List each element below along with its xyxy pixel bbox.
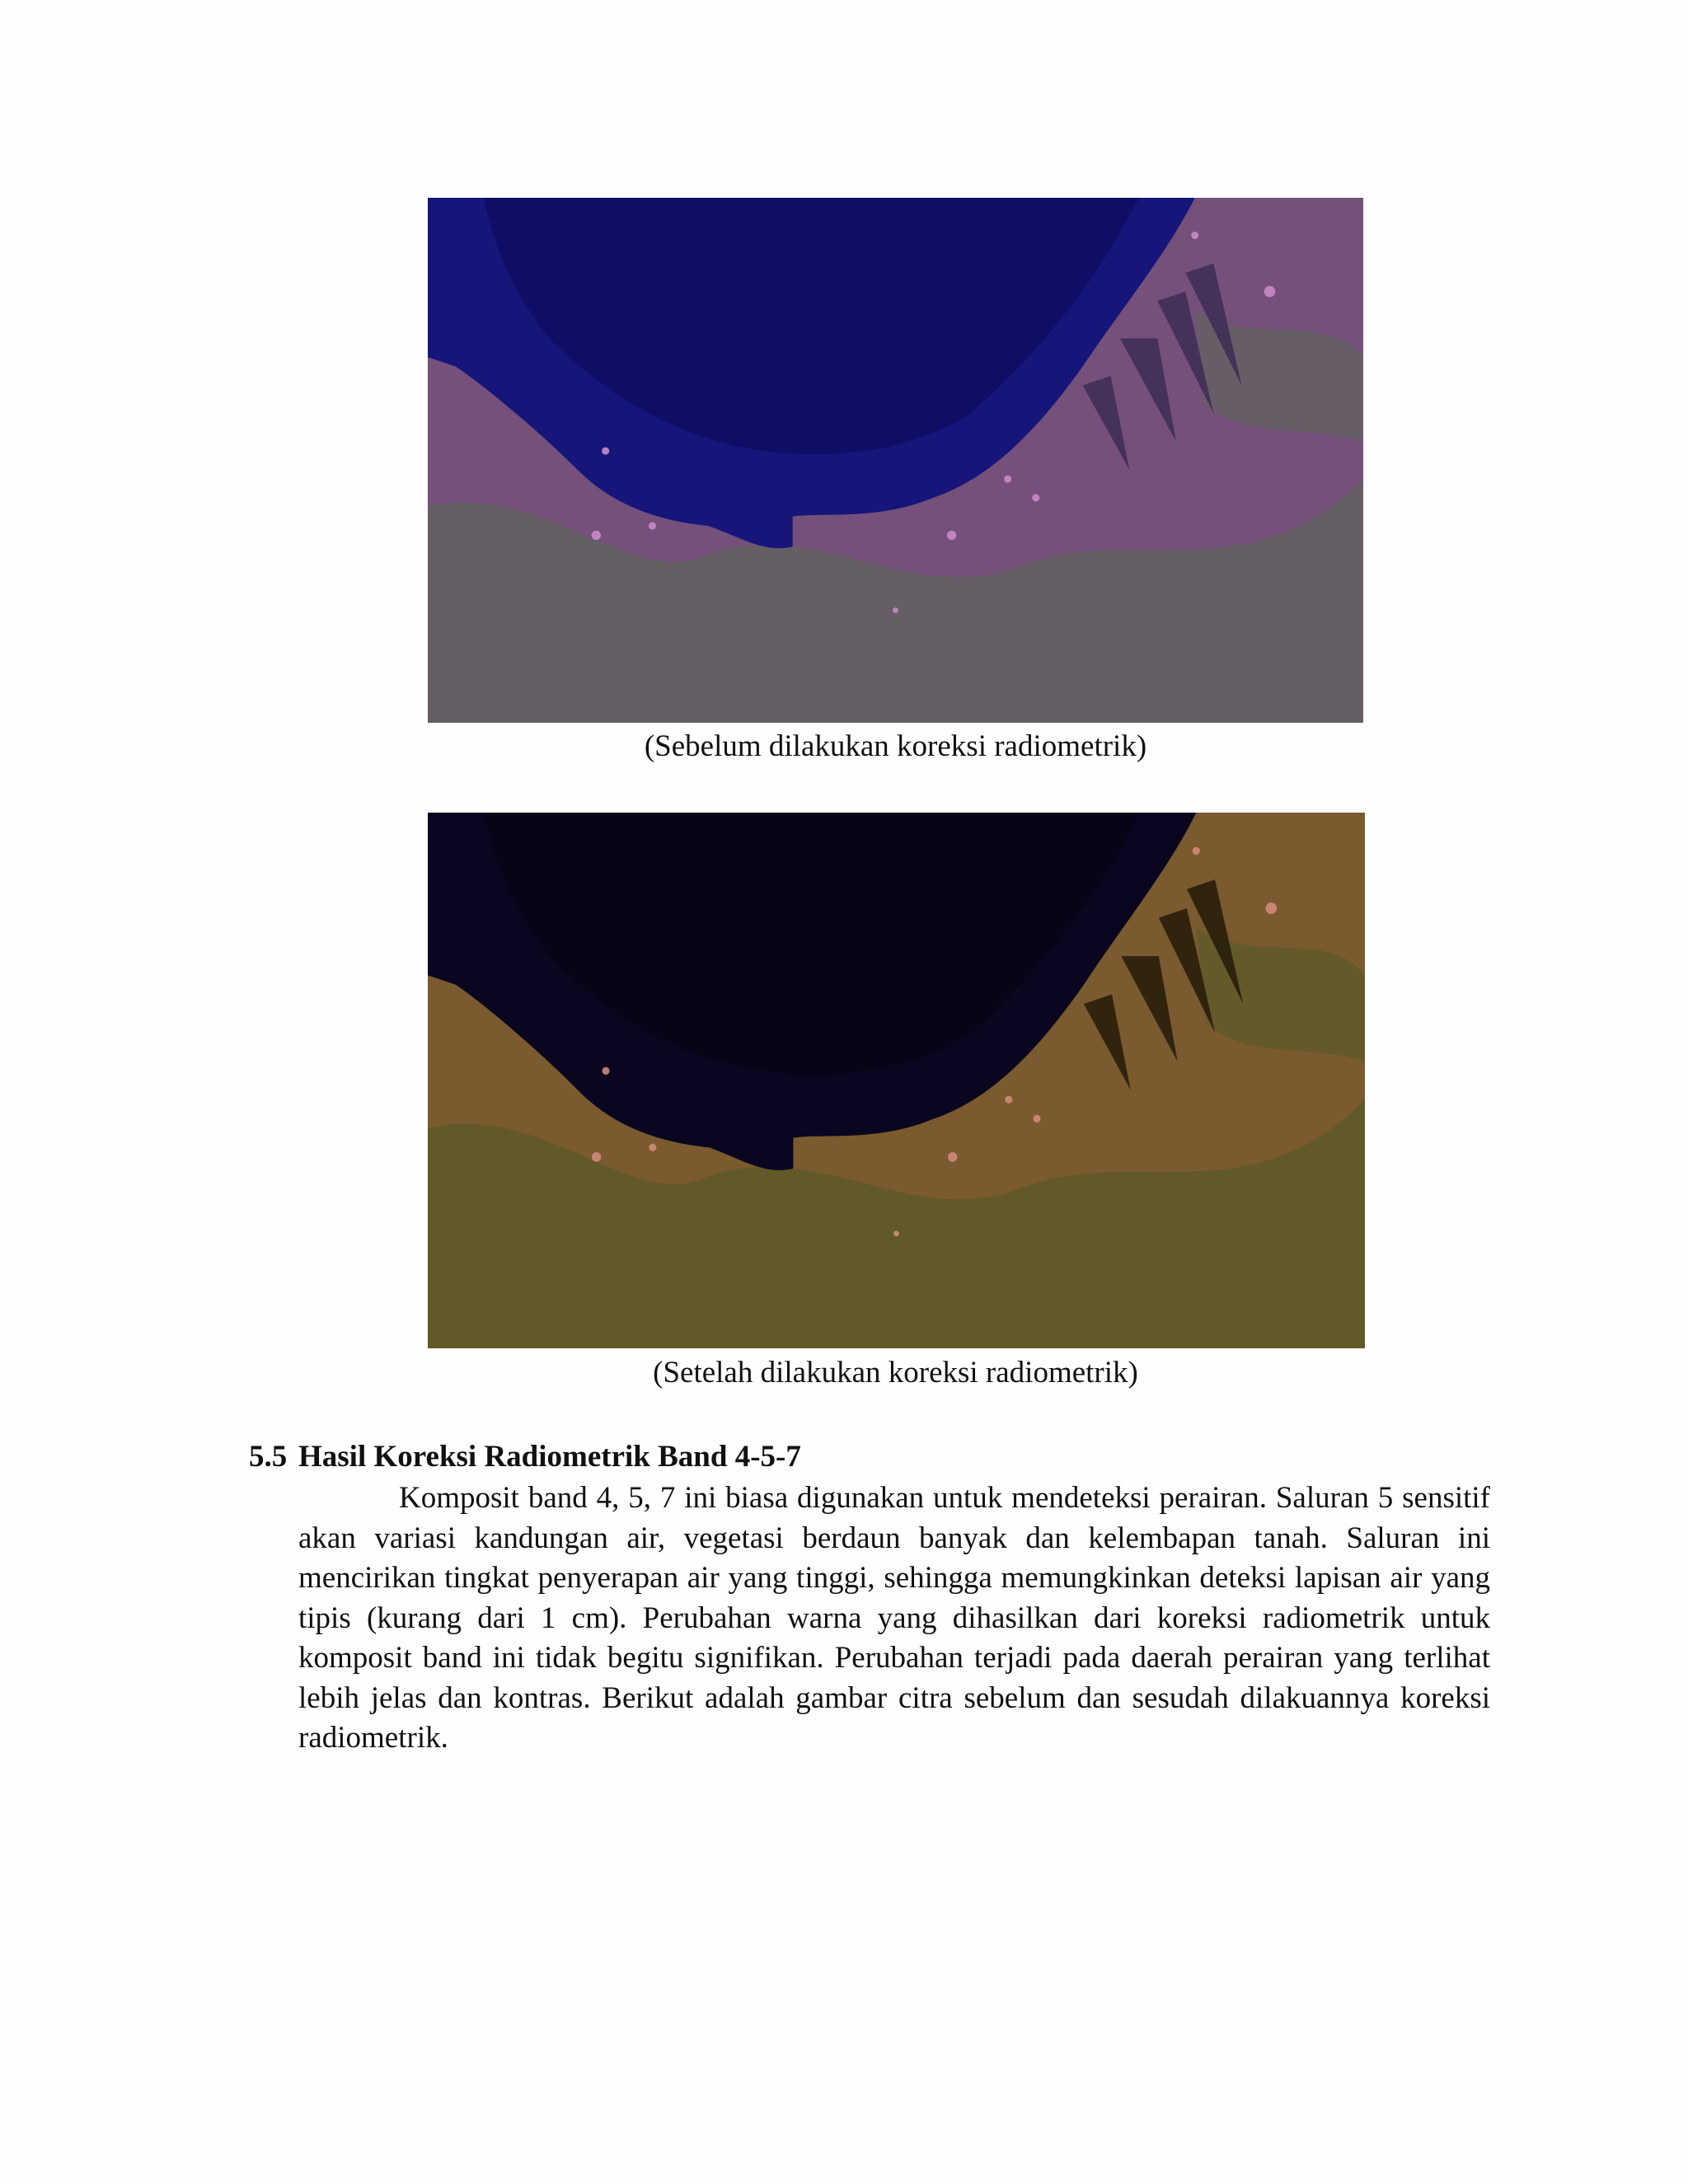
section-number: 5.5 xyxy=(249,1440,288,1474)
section-title: Hasil Koreksi Radiometrik Band 4-5-7 xyxy=(298,1440,801,1474)
satellite-image-after xyxy=(428,813,1365,1348)
section-heading xyxy=(249,1439,801,1475)
satellite-image-before xyxy=(428,198,1363,723)
figure-caption-before: (Sebelum dilakukan koreksi radiometrik) xyxy=(644,729,1147,763)
figure-caption-after: (Setelah dilakukan koreksi radiometrik) xyxy=(653,1356,1138,1390)
body-paragraph: Komposit band 4, 5, 7 ini biasa digunakan untuk mendeteksi perairan. Saluran 5 sensitif akan variasi kandungan air, vegetasi berdaun banyak dan kelembapan tanah. Saluran ini mencirikan tingkat penyerapan air yang tinggi, sehingga memungkinkan deteksi lapisan air yang tipis (kurang dari 1 cm). Perubahan warna yang dihasilkan dari koreksi radiometrik untuk komposit band ini tidak begitu signifikan. Perubahan terjadi pada daerah perairan yang terlihat lebih jelas dan kontras. Berikut adalah gambar citra sebelum dan sesudah dilakuannya koreksi radiometrik. xyxy=(298,1481,1490,1755)
